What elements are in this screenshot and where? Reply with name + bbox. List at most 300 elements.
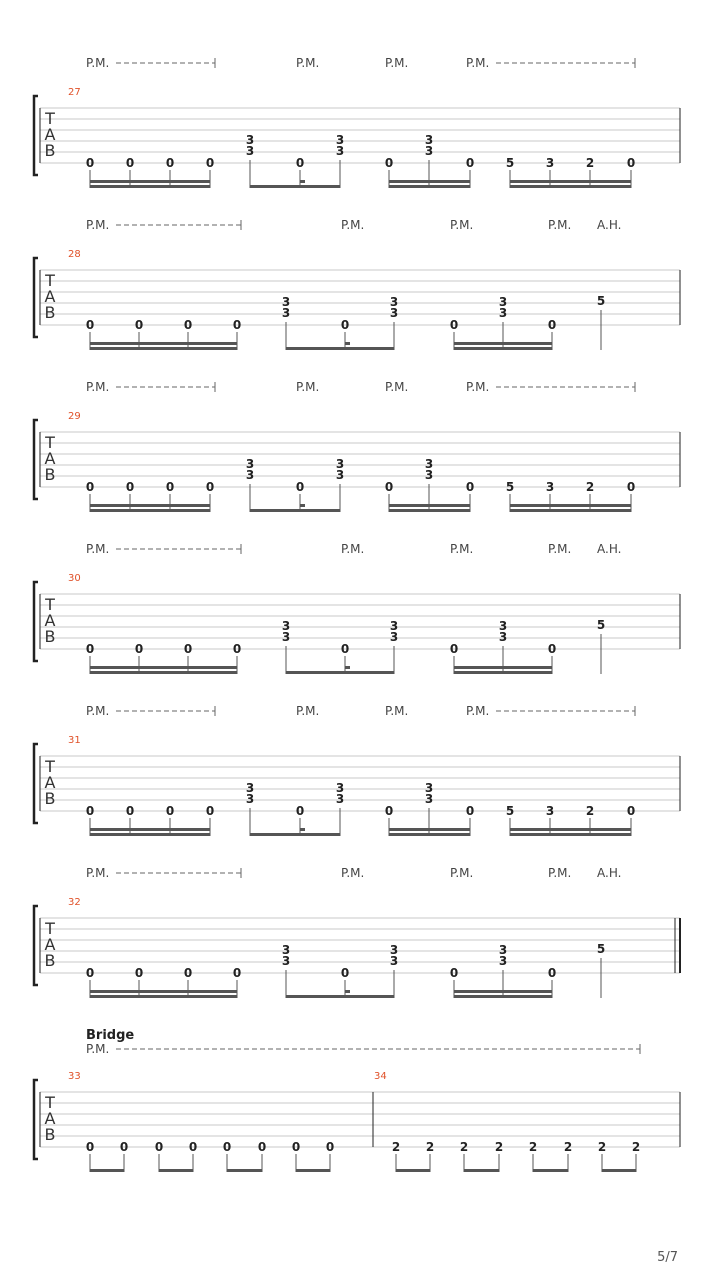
tab-clef-a: A <box>44 773 56 792</box>
fret-number: 0 <box>295 480 305 494</box>
fret-number: 0 <box>205 804 215 818</box>
beat <box>246 781 254 836</box>
fret-number: 3 <box>281 295 291 309</box>
system-bracket <box>34 1080 38 1159</box>
fret-number: 2 <box>391 1140 401 1154</box>
fret-number: 0 <box>340 966 350 980</box>
fret-number: 5 <box>596 294 606 308</box>
beat <box>546 480 554 512</box>
beat <box>258 1140 266 1172</box>
fret-number: 3 <box>389 630 399 644</box>
fret-number: 0 <box>85 1140 95 1154</box>
palm-mute-mark: P.M. <box>385 704 409 718</box>
beat <box>499 943 507 998</box>
beat <box>627 804 635 836</box>
tab-clef-a: A <box>44 449 56 468</box>
beat <box>385 156 393 188</box>
tab-clef-b: B <box>44 951 56 970</box>
beat <box>506 480 514 512</box>
beam-partial <box>300 504 305 507</box>
fret-number: 0 <box>384 480 394 494</box>
beat <box>546 804 554 836</box>
beam-secondary <box>90 180 210 183</box>
palm-mute-mark: P.M. <box>341 866 365 880</box>
beat <box>86 966 94 998</box>
fret-number: 2 <box>631 1140 641 1154</box>
beat <box>233 318 241 350</box>
beam <box>286 347 394 350</box>
beat <box>155 1140 163 1172</box>
fret-number: 0 <box>291 1140 301 1154</box>
beam-secondary <box>510 504 631 507</box>
tab-clef-b: B <box>44 627 56 646</box>
fret-number: 3 <box>498 954 508 968</box>
fret-number: 3 <box>281 630 291 644</box>
beat <box>390 943 398 998</box>
fret-number: 0 <box>165 804 175 818</box>
tab-clef-t: T <box>45 1093 55 1112</box>
fret-number: 0 <box>232 642 242 656</box>
fret-number: 0 <box>626 480 636 494</box>
palm-mute-mark: P.M. <box>86 866 110 880</box>
fret-number: 2 <box>585 156 595 170</box>
fret-number: 0 <box>85 966 95 980</box>
beat <box>548 642 556 674</box>
beat <box>466 156 474 188</box>
beat <box>495 1140 503 1172</box>
system-bracket <box>34 906 38 985</box>
beat <box>466 480 474 512</box>
beam <box>250 509 340 512</box>
fret-number: 2 <box>425 1140 435 1154</box>
fret-number: 2 <box>597 1140 607 1154</box>
beat <box>296 156 304 188</box>
fret-number: 0 <box>125 156 135 170</box>
palm-mute-mark: P.M. <box>86 542 110 556</box>
fret-number: 0 <box>85 318 95 332</box>
fret-number: 3 <box>245 792 255 806</box>
beam-secondary <box>454 342 552 345</box>
beat <box>460 1140 468 1172</box>
beam <box>454 347 552 350</box>
fret-number: 3 <box>389 943 399 957</box>
beat <box>341 642 349 674</box>
beat <box>86 480 94 512</box>
fret-number: 0 <box>626 156 636 170</box>
tab-clef-b: B <box>44 303 56 322</box>
palm-mute-mark: P.M. <box>548 866 572 880</box>
fret-number: 0 <box>257 1140 267 1154</box>
fret-number: 0 <box>449 642 459 656</box>
beam <box>90 347 237 350</box>
measure-number: 28 <box>68 249 81 260</box>
palm-mute-mark: P.M. <box>86 704 110 718</box>
fret-number: 3 <box>335 144 345 158</box>
fret-number: 3 <box>389 619 399 633</box>
beat <box>499 295 507 350</box>
fret-number: 3 <box>245 457 255 471</box>
beat <box>246 457 254 512</box>
system-bracket <box>34 420 38 499</box>
fret-number: 2 <box>528 1140 538 1154</box>
beat <box>86 642 94 674</box>
beat <box>296 804 304 836</box>
fret-number: 0 <box>154 1140 164 1154</box>
fret-number: 0 <box>205 480 215 494</box>
beat <box>529 1140 537 1172</box>
beat <box>246 133 254 188</box>
palm-mute-mark: P.M. <box>466 704 490 718</box>
beat <box>341 966 349 998</box>
tab-clef-t: T <box>45 109 55 128</box>
page-number: 5/7 <box>657 1250 678 1265</box>
beat <box>426 1140 434 1172</box>
tab-clef-a: A <box>44 935 56 954</box>
beam-secondary <box>454 666 552 669</box>
beam <box>159 1169 193 1172</box>
beat <box>546 156 554 188</box>
beat <box>425 457 433 512</box>
section-title: Bridge <box>86 1028 135 1043</box>
beat <box>341 318 349 350</box>
tab-clef-t: T <box>45 433 55 452</box>
fret-number: 0 <box>165 480 175 494</box>
measure-number: 29 <box>68 411 81 422</box>
beat <box>233 966 241 998</box>
fret-number: 3 <box>281 943 291 957</box>
fret-number: 0 <box>547 966 557 980</box>
beam <box>454 671 552 674</box>
beat <box>206 804 214 836</box>
beat <box>166 804 174 836</box>
beat <box>425 781 433 836</box>
system-bracket <box>34 96 38 175</box>
measure-number: 32 <box>68 897 81 908</box>
fret-number: 5 <box>505 480 515 494</box>
beat <box>282 943 290 998</box>
fret-number: 3 <box>545 804 555 818</box>
tab-clef-a: A <box>44 611 56 630</box>
measure-number: 33 <box>68 1071 81 1082</box>
palm-mute-mark: P.M. <box>296 56 320 70</box>
fret-number: 3 <box>498 630 508 644</box>
fret-number: 5 <box>505 156 515 170</box>
fret-number: 2 <box>585 480 595 494</box>
tab-system <box>34 380 680 512</box>
fret-number: 3 <box>245 781 255 795</box>
beat <box>135 966 143 998</box>
artificial-harmonic-mark: A.H. <box>597 866 622 880</box>
measure-number: 31 <box>68 735 81 746</box>
beat <box>506 804 514 836</box>
palm-mute-mark: P.M. <box>466 56 490 70</box>
beam-secondary <box>90 990 237 993</box>
beat <box>223 1140 231 1172</box>
palm-mute-mark: P.M. <box>86 380 110 394</box>
beat <box>166 156 174 188</box>
fret-number: 3 <box>389 954 399 968</box>
fret-number: 3 <box>424 468 434 482</box>
tab-system <box>34 218 680 350</box>
fret-number: 5 <box>596 618 606 632</box>
beat <box>189 1140 197 1172</box>
fret-number: 3 <box>335 468 345 482</box>
measure-number: 34 <box>374 1071 387 1082</box>
beat <box>126 156 134 188</box>
fret-number: 3 <box>335 781 345 795</box>
beat <box>233 642 241 674</box>
fret-number: 3 <box>424 133 434 147</box>
beat <box>499 619 507 674</box>
beat <box>166 480 174 512</box>
fret-number: 3 <box>498 295 508 309</box>
beam <box>389 509 470 512</box>
beat <box>632 1140 640 1172</box>
beat <box>292 1140 300 1172</box>
fret-number: 5 <box>505 804 515 818</box>
beam <box>389 833 470 836</box>
beat <box>466 804 474 836</box>
palm-mute-mark: P.M. <box>450 218 474 232</box>
tab-system <box>34 56 680 188</box>
beat <box>86 804 94 836</box>
beam <box>90 1169 124 1172</box>
beam-secondary <box>389 504 470 507</box>
beam <box>510 185 631 188</box>
beat <box>548 966 556 998</box>
fret-number: 3 <box>545 156 555 170</box>
beat <box>564 1140 572 1172</box>
palm-mute-mark: P.M. <box>450 866 474 880</box>
beat <box>120 1140 128 1172</box>
beam <box>90 509 210 512</box>
fret-number: 0 <box>188 1140 198 1154</box>
tab-clef-t: T <box>45 271 55 290</box>
beam <box>286 671 394 674</box>
palm-mute-mark: P.M. <box>86 218 110 232</box>
beat <box>282 295 290 350</box>
tab-clef-b: B <box>44 1125 56 1144</box>
fret-number: 0 <box>165 156 175 170</box>
fret-number: 0 <box>222 1140 232 1154</box>
beam <box>389 185 470 188</box>
beam <box>250 185 340 188</box>
tab-system <box>34 542 680 674</box>
beat <box>597 618 605 674</box>
beam <box>602 1169 636 1172</box>
beat <box>126 480 134 512</box>
beam-secondary <box>90 342 237 345</box>
beat <box>586 480 594 512</box>
beat <box>450 318 458 350</box>
beam <box>510 509 631 512</box>
fret-number: 3 <box>389 295 399 309</box>
fret-number: 0 <box>125 804 135 818</box>
beat <box>336 457 344 512</box>
tab-clef-t: T <box>45 919 55 938</box>
beam-partial <box>345 342 350 345</box>
tab-clef-a: A <box>44 125 56 144</box>
fret-number: 3 <box>424 781 434 795</box>
beat <box>336 781 344 836</box>
fret-number: 3 <box>424 144 434 158</box>
fret-number: 0 <box>449 966 459 980</box>
beam-secondary <box>389 180 470 183</box>
beat <box>86 318 94 350</box>
fret-number: 0 <box>205 156 215 170</box>
tab-clef-t: T <box>45 595 55 614</box>
fret-number: 0 <box>85 642 95 656</box>
tab-system <box>34 1028 680 1172</box>
beat <box>385 804 393 836</box>
beam <box>90 185 210 188</box>
tab-system <box>34 866 680 998</box>
beat <box>506 156 514 188</box>
beat <box>597 294 605 350</box>
palm-mute-mark: P.M. <box>548 218 572 232</box>
fret-number: 0 <box>134 318 144 332</box>
fret-number: 3 <box>424 457 434 471</box>
fret-number: 0 <box>183 642 193 656</box>
beat <box>86 1140 94 1172</box>
beam <box>464 1169 499 1172</box>
beat <box>326 1140 334 1172</box>
beat <box>86 156 94 188</box>
fret-number: 3 <box>389 306 399 320</box>
fret-number: 0 <box>325 1140 335 1154</box>
beat <box>184 966 192 998</box>
beam <box>227 1169 262 1172</box>
fret-number: 3 <box>281 954 291 968</box>
beat <box>184 318 192 350</box>
beat <box>385 480 393 512</box>
system-bracket <box>34 258 38 337</box>
fret-number: 0 <box>465 804 475 818</box>
beat <box>282 619 290 674</box>
palm-mute-mark: P.M. <box>466 380 490 394</box>
fret-number: 3 <box>335 133 345 147</box>
beam-secondary <box>90 828 210 831</box>
palm-mute-mark: P.M. <box>86 56 110 70</box>
beat <box>425 133 433 188</box>
fret-number: 3 <box>335 792 345 806</box>
beam-secondary <box>389 828 470 831</box>
tab-clef-a: A <box>44 287 56 306</box>
beat <box>336 133 344 188</box>
beam <box>296 1169 330 1172</box>
fret-number: 0 <box>547 642 557 656</box>
beat <box>548 318 556 350</box>
fret-number: 3 <box>335 457 345 471</box>
artificial-harmonic-mark: A.H. <box>597 542 622 556</box>
fret-number: 3 <box>245 144 255 158</box>
fret-number: 2 <box>494 1140 504 1154</box>
beat <box>184 642 192 674</box>
beat <box>392 1140 400 1172</box>
fret-number: 0 <box>85 156 95 170</box>
fret-number: 0 <box>183 966 193 980</box>
fret-number: 3 <box>498 306 508 320</box>
fret-number: 3 <box>498 943 508 957</box>
fret-number: 0 <box>449 318 459 332</box>
beam-partial <box>300 180 305 183</box>
beat <box>586 156 594 188</box>
tab-clef-b: B <box>44 465 56 484</box>
fret-number: 0 <box>183 318 193 332</box>
beam-secondary <box>510 828 631 831</box>
beat <box>450 966 458 998</box>
beam <box>396 1169 430 1172</box>
palm-mute-mark: P.M. <box>548 542 572 556</box>
fret-number: 2 <box>459 1140 469 1154</box>
palm-mute-mark: P.M. <box>296 380 320 394</box>
palm-mute-mark: P.M. <box>296 704 320 718</box>
fret-number: 3 <box>281 306 291 320</box>
fret-number: 2 <box>563 1140 573 1154</box>
fret-number: 0 <box>295 804 305 818</box>
fret-number: 5 <box>596 942 606 956</box>
beam <box>510 833 631 836</box>
beat <box>598 1140 606 1172</box>
fret-number: 0 <box>232 966 242 980</box>
tab-clef-b: B <box>44 141 56 160</box>
fret-number: 0 <box>384 804 394 818</box>
fret-number: 0 <box>340 642 350 656</box>
beam <box>454 995 552 998</box>
beat <box>627 156 635 188</box>
fret-number: 3 <box>245 468 255 482</box>
palm-mute-mark: P.M. <box>86 1042 110 1056</box>
beam-secondary <box>90 504 210 507</box>
beat <box>597 942 605 998</box>
beat <box>206 480 214 512</box>
system-bracket <box>34 744 38 823</box>
palm-mute-mark: P.M. <box>341 542 365 556</box>
fret-number: 3 <box>245 133 255 147</box>
beam-partial <box>345 666 350 669</box>
beat <box>126 804 134 836</box>
fret-number: 3 <box>498 619 508 633</box>
beat <box>135 642 143 674</box>
beat <box>206 156 214 188</box>
artificial-harmonic-mark: A.H. <box>597 218 622 232</box>
fret-number: 0 <box>119 1140 129 1154</box>
fret-number: 0 <box>384 156 394 170</box>
beam-partial <box>300 828 305 831</box>
palm-mute-mark: P.M. <box>341 218 365 232</box>
palm-mute-mark: P.M. <box>385 380 409 394</box>
beat <box>586 804 594 836</box>
beam <box>533 1169 568 1172</box>
tab-clef-a: A <box>44 1109 56 1128</box>
beam-partial <box>345 990 350 993</box>
fret-number: 0 <box>85 480 95 494</box>
fret-number: 0 <box>547 318 557 332</box>
beat <box>450 642 458 674</box>
system-bracket <box>34 582 38 661</box>
tab-system <box>34 704 680 836</box>
beam-secondary <box>454 990 552 993</box>
beat <box>390 295 398 350</box>
fret-number: 0 <box>626 804 636 818</box>
fret-number: 0 <box>85 804 95 818</box>
beam-secondary <box>90 666 237 669</box>
beam <box>90 833 210 836</box>
palm-mute-mark: P.M. <box>450 542 474 556</box>
tab-clef-b: B <box>44 789 56 808</box>
beat <box>296 480 304 512</box>
beam <box>250 833 340 836</box>
